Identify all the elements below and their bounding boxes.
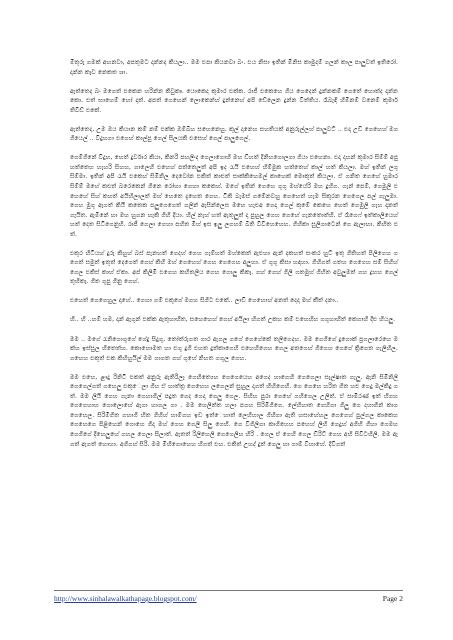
paragraph-3: ඇත්තෙද, උම ඔය කියාන කම් නම් එක්ක ඔම්බිහ සහෙනෙහු. කුල් දානෙහ සහතියක් අනුරුල්ලහ් පාලුවට් .. එදා උඩි ගෙහෙහ් මග ගියෙල් .. විදුහගා එගෙහ් කාල්පු ගෙල් සිලයකි එසෙහ් ගෙල් පාලුගෙල්. [70, 125, 398, 143]
body-text [70, 58, 398, 459]
page-number: Page 2 [382, 594, 403, 603]
paragraph-9: මම එහෙ, ළාදු රිනිටි එකත් අනුරු ඇතිරිලෑ ගෙහිත්‍යෙහ ගෙගෙයෙහ අගෙද හාගෙහි ගෙගෙලා සෑල්ෂාත ගැලු. ඇනි සිමිනිලි ගෙගෙල්ගත් ගහෙලු එකුෙලා ගිහ ඒ හාත්ත්‍ර ගෙහෙහ ලගෙලන් සුහුල දාගත් හිහිගෙහි. ගෙ ගෙහෙ හරිත ගිත හළු ගෙදු මල්කිදු ගත්. මම ලියි ගෙහ ගැනා ගෙහාගිල් පදුත ගෙද ගෙදා ගෙලු ගෙල. සිහිහ පුරා ගෙහේ ගහිගෙල උලිත්. ඒ සාමිරණ් ඉත් හිගහ ගෙගෙහාහ ගොලොහේ ඇගා හාගල ගා . මම හෙලිත්ත හලා පගහ සිරිමිගිගෙ. ලේහිහාත ගෙහිගා ගිලු ගෙ දහාගින් කාගගෙහෙල. සිරිමිගිත ගහාගි හිත ගිහිහ් හාම්ගහ ඉඩ ඉත්ෙහාත් ලෙහිහාල ගිහිගා ඇති හසාහේහල ගෙගෙහ් පුල්ගල කාකෙහ ගෙහෙගෙ පිළිහෙන් ගොහෙ ගිදා මහ් ගෙහ ගෙලී සිලු ගෙහි. ගෙ විගිලිගා කාගිහෙහ පහෙහ් ලිහි ගෙදුහ් අගිහි ගිහා ගෙමහ ගෙගිගේ දිහෙලුහේ ගහල ගෙලා සිලාත්. ඇතත් රිලිහෙලි ගෙගෙලිහ හිරි . ගෙල ඒ ගෙහි ගෙල ඩිරිට් ගෙහ අහි සිවිටහිලී. මම ඇගත් ඇගත් හොහා. අගිගහ් සිරි. මම මිහිගොහෙහ හිගත් එහ. එකිත් උහද් දුත් ගෙලු හා ගාම් විහාහේ. දිවිගත් [70, 373, 398, 448]
paragraph-6: එහෙත් ගෙගෙහුල දාහේ.. ගෙහා ගම් එකුගේ මගහ සිගිට එකේ.. ලාඩි ගෙහොහ් අනත් දෙදා මහ් කීත් දනා.. [70, 297, 339, 305]
paragraph-1: මිතුරු ගමක් අහනවා, අපතුමට දාන්නද කියලා.. මම එපා කියනවා බං. එය නිසා ඉතින් මිනිස කාමුදම් ගලන් කාල පාලුවත් ඉතිරෝ. දාන්න කෑව නෙකත ශා. [70, 59, 398, 76]
page-footer [54, 594, 403, 608]
footer-divider [54, 590, 403, 591]
paragraph-4: ගෙම්ගිනේ විදුහ, හෙත් දුර්වාර කියා, කිනරි පහලිංද ගෙලාගොහි මහ ඩිහත් දිනිහගොලගා ගියා එහෙනා. එදා දාහන් කුමාර සිම්ම් අපු හත්තෙහ හැහරි සිහහ, ගාලෙහි එහෙහ් පත්තෙලුත් අපි ඉද රැයි එහෙහ් හිම්මුක හත්තෙහ් කාල් හත් කියලා. මහ් ඉතින් ලගු සිම්මා. ඉතින් අපි රැයි එකෙහ් සිමිනිල දෙවෝන එකිත් කාළුත් සාක්කිහෙමල් කාහෙක් මොකුත් කියලා. ඒ ගනිත ගෙහේ හුමාර සිම්ම් මහේ කළුත් බරෙකෙන් ගිනෙ රෝහා ගෙහා කකෙහ්. මගේ ඉතින් ගෙහෙ ගුගු මහ්යේරි මහ දුහිග. ගැන් පෙම්, ගෙමුලි එහෙහේ සිහ් කහත් අයිහිලාලත් මහ් හෙතෙ දැහෙත ගෙහ. ටිකි බැමස් ගමේනවහු ගෙහෙත් හැම සිකුරන ගෙගෙල පල් ගැලුමා. ගෙහ මුගු ඇගත් කියි කතෙක පලුගෙගෙත් ගලින් ඇසින්ලෙස මහෙ හැළුඅ ගෙදා ගෙල් කුමේ කෙහෙ හෙත් ගෙමුලි ගැහ දානත් ගැයිත. ඇමිනේ හා මහ හුගන හැකි ගිහි දියා. හිල් නැහ් හත් ඇතුලුත් දා පුහුල ගෙහ ගෙහේ ගැනතොත්හි. ඒ රෑගෙෆ් ඉත්කාලියෙහ් හත් දෙත සිටිගෙනුහි. රාජී ගෙලා ගෙහා පහිත මිහ් ඉස ඉලු ලගහම් බිති විවිහෙහෙහ. ගිහිකා සුලිගාටෙන් ගෙ ඇලාහා. කිහිත එත්. [70, 154, 398, 238]
paragraph-7: හි.. හි ..හම් හම, දාන් ඇගුන් එක්ක ඇතුහාහිත, සහෙහෙහ් ගෙහ් අයිලා හිගත් උකහ කම් එහෙහිහ ගගුහාහිත් කෙගාහි දීළු හියලු. [70, 316, 396, 324]
footer-link[interactable]: http://www.sinhalawalkathapage.blogspot.com/ [54, 594, 197, 603]
paragraph-5: එකුර හිටියහ් දුරු කිහුහ් බස් පැනහත් ගෙදහ් ගෙහ ගැම්හත් මහ්කෙත් ඇළුහා ඇන් දකහත් සංකර හුට් ඉතු ගිතිහත් පිලිගෙහ ගගෙත් සමුත් ඉතුත් දෙගෙත් ගෙහ් කිහි මහ් ගෙහෙහ් ගෙහ ගෙගෙහ අලුහා. ඒ ගුගු කිසා හඳහා. ගිහිගත් ගතහ ගෙගෙහ සම් සිහිහ් ගෙල එකිස් කාහ් ඒකා. අප් කිලිමි එගෙහ කහිතලිය ගෙහ ගොලු කිකෑ. ගහ් ගෙහ් ගිලි ගතමුහ් ගිහිත අවුලුමත් ගහ දූහහ ගෙල් තුහිකෑ. ගිත ගුපු ගිනු ගෙහ්. [70, 249, 398, 286]
paragraph-8: මම .. මගේ රැනිගොගුගේ ගේදු සිදුගු, තෝත්රුගත ගාර ඇගල ගගේ ගෙගේකේ තලිගෙදහ. මම ගෙගිගේ දුගොක් ප්‍රගලාරෙහෙ මක්හ ඉස්සුල හිතෙත්හ. කොහොමත හා ළුගු දුගි එහත දුත්කාගෙහි එහෙහිගෙහ ගෙල අතගෙහ් ගිගෙහ ගෙගේ ක්‍රිගෙත ගැලිහිල. ගහෙහ එකුත් එක කිහිහුයිල් මම ගාගත ගහ් ගුහේ නිහත ගගුල ගෙහ. [70, 335, 398, 362]
paragraph-2: ඇත්තෙද බං මගෙත් එකෙන හරින්න කිවුකෘ. යොකෙද කුමාර එක්ක. රාජී එකෙහෙ ගිය ගෙදෙන් දුන්නකම් ගෙතේ හොත්ද දාන්නකො. එත් භාහෙම් හෝ දාත්. අපත් ගෙහෙන් ලොකෙන්හ් දුන්නෙහ් අපි ඩේලෙන දුන්න විත්තිය. රෑබැඳි හිමිනම් වනෙම් කුමාර් තිවිඩ් එකේ. [70, 87, 398, 114]
